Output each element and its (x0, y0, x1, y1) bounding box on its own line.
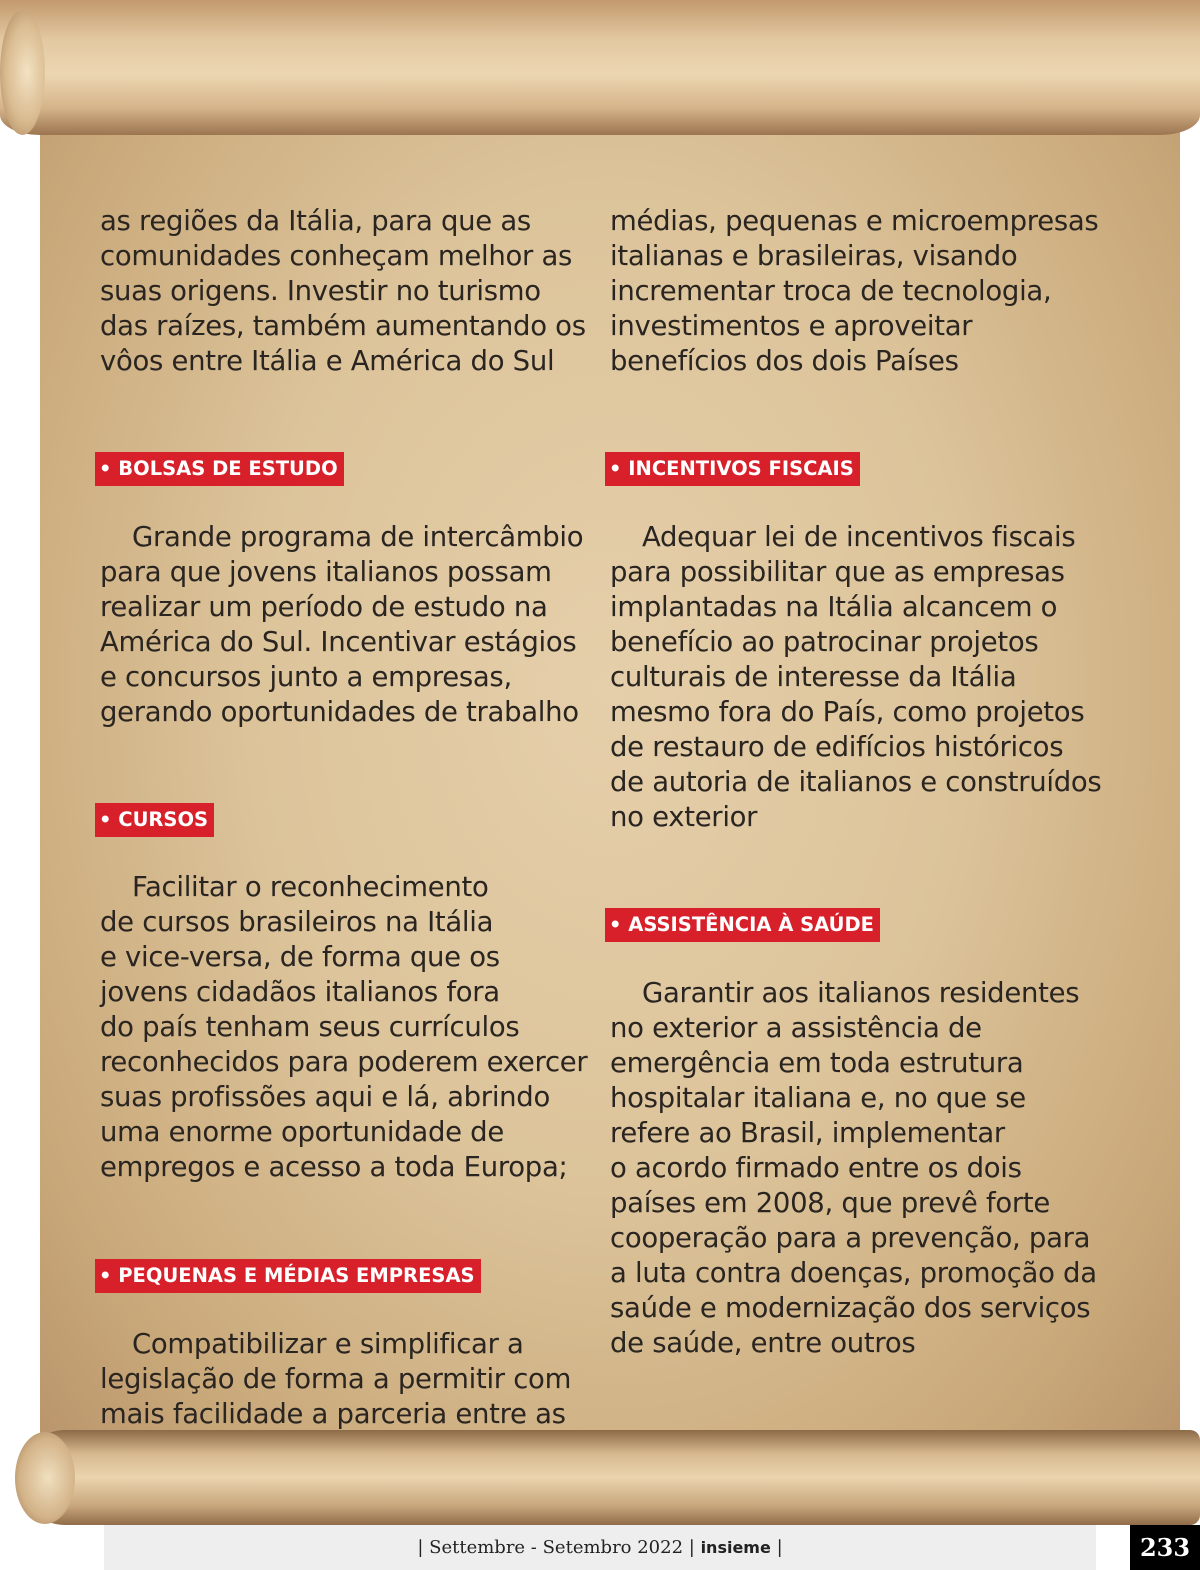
scroll-roll-bottom-end (15, 1432, 75, 1524)
heading-incentivos-fiscais: • INCENTIVOS FISCAIS (605, 452, 860, 486)
body-bolsas-de-estudo: Grande programa de intercâmbio para que jovens italianos possam realizar um período de estudo na América do Sul. Incentivar estágios e concursos junto a empresas, gerando oportunidades de trabalho (100, 521, 584, 728)
right-intro-text: médias, pequenas e microempresas italianas e brasileiras, visando incrementar troca de tecnologia, investimentos e aproveitar benefícios dos dois Países (610, 205, 1099, 377)
scroll-roll-top-end (0, 10, 45, 135)
scroll-roll-bottom (20, 1430, 1200, 1525)
heading-pequenas-e-medias-empresas: • PEQUENAS E MÉDIAS EMPRESAS (95, 1259, 481, 1293)
heading-bolsas-de-estudo: • BOLSAS DE ESTUDO (95, 452, 344, 486)
footer-issue-suffix: | (776, 1537, 783, 1558)
body-cursos: Facilitar o reconhecimento de cursos brasileiros na Itália e vice-versa, de forma que os jovens cidadãos italianos fora do país tenham seus currículos reconhecidos para poderem exercer suas profissões aqui e lá, abrindo uma enorme oportunidade de empregos e acesso a toda Europa; (100, 871, 588, 1183)
body-incentivos-fiscais: Adequar lei de incentivos fiscais para possibilitar que as empresas implantadas na Itália alcancem o benefício ao patrocinar projetos culturais de interesse da Itália mesmo fora do País, como projetos de restauro de edifícios históricos de autoria de italianos e construídos no exterior (610, 521, 1102, 833)
footer-issue-date: | Settembre - Setembro 2022 | (417, 1537, 695, 1558)
page-number: 233 (1130, 1525, 1200, 1570)
body-pequenas-e-medias-empresas: Compatibilizar e simplificar a legislação de forma a permitir com mais facilidade a parceria entre as (100, 1328, 572, 1430)
heading-cursos: • CURSOS (95, 803, 214, 837)
scroll-roll-top (0, 0, 1200, 135)
left-intro-text: as regiões da Itália, para que as comunidades conheçam melhor as suas origens. Investir no turismo das raízes, também aumentando os vôos entre Itália e América do Sul (100, 205, 586, 377)
body-assistencia-a-saude: Garantir aos italianos residentes no exterior a assistência de emergência em toda estrutura hospitalar italiana e, no que se refere ao Brasil, implementar o acordo firmado entre os dois países em 2008, que prevê forte cooperação para a prevenção, para a luta contra doenças, promoção da saúde e modernização dos serviços de saúde, entre outros (610, 977, 1097, 1359)
footer-brand: insieme (700, 1538, 771, 1557)
heading-assistencia-a-saude: • ASSISTÊNCIA À SAÚDE (605, 908, 880, 942)
footer-issue (104, 1525, 1096, 1570)
